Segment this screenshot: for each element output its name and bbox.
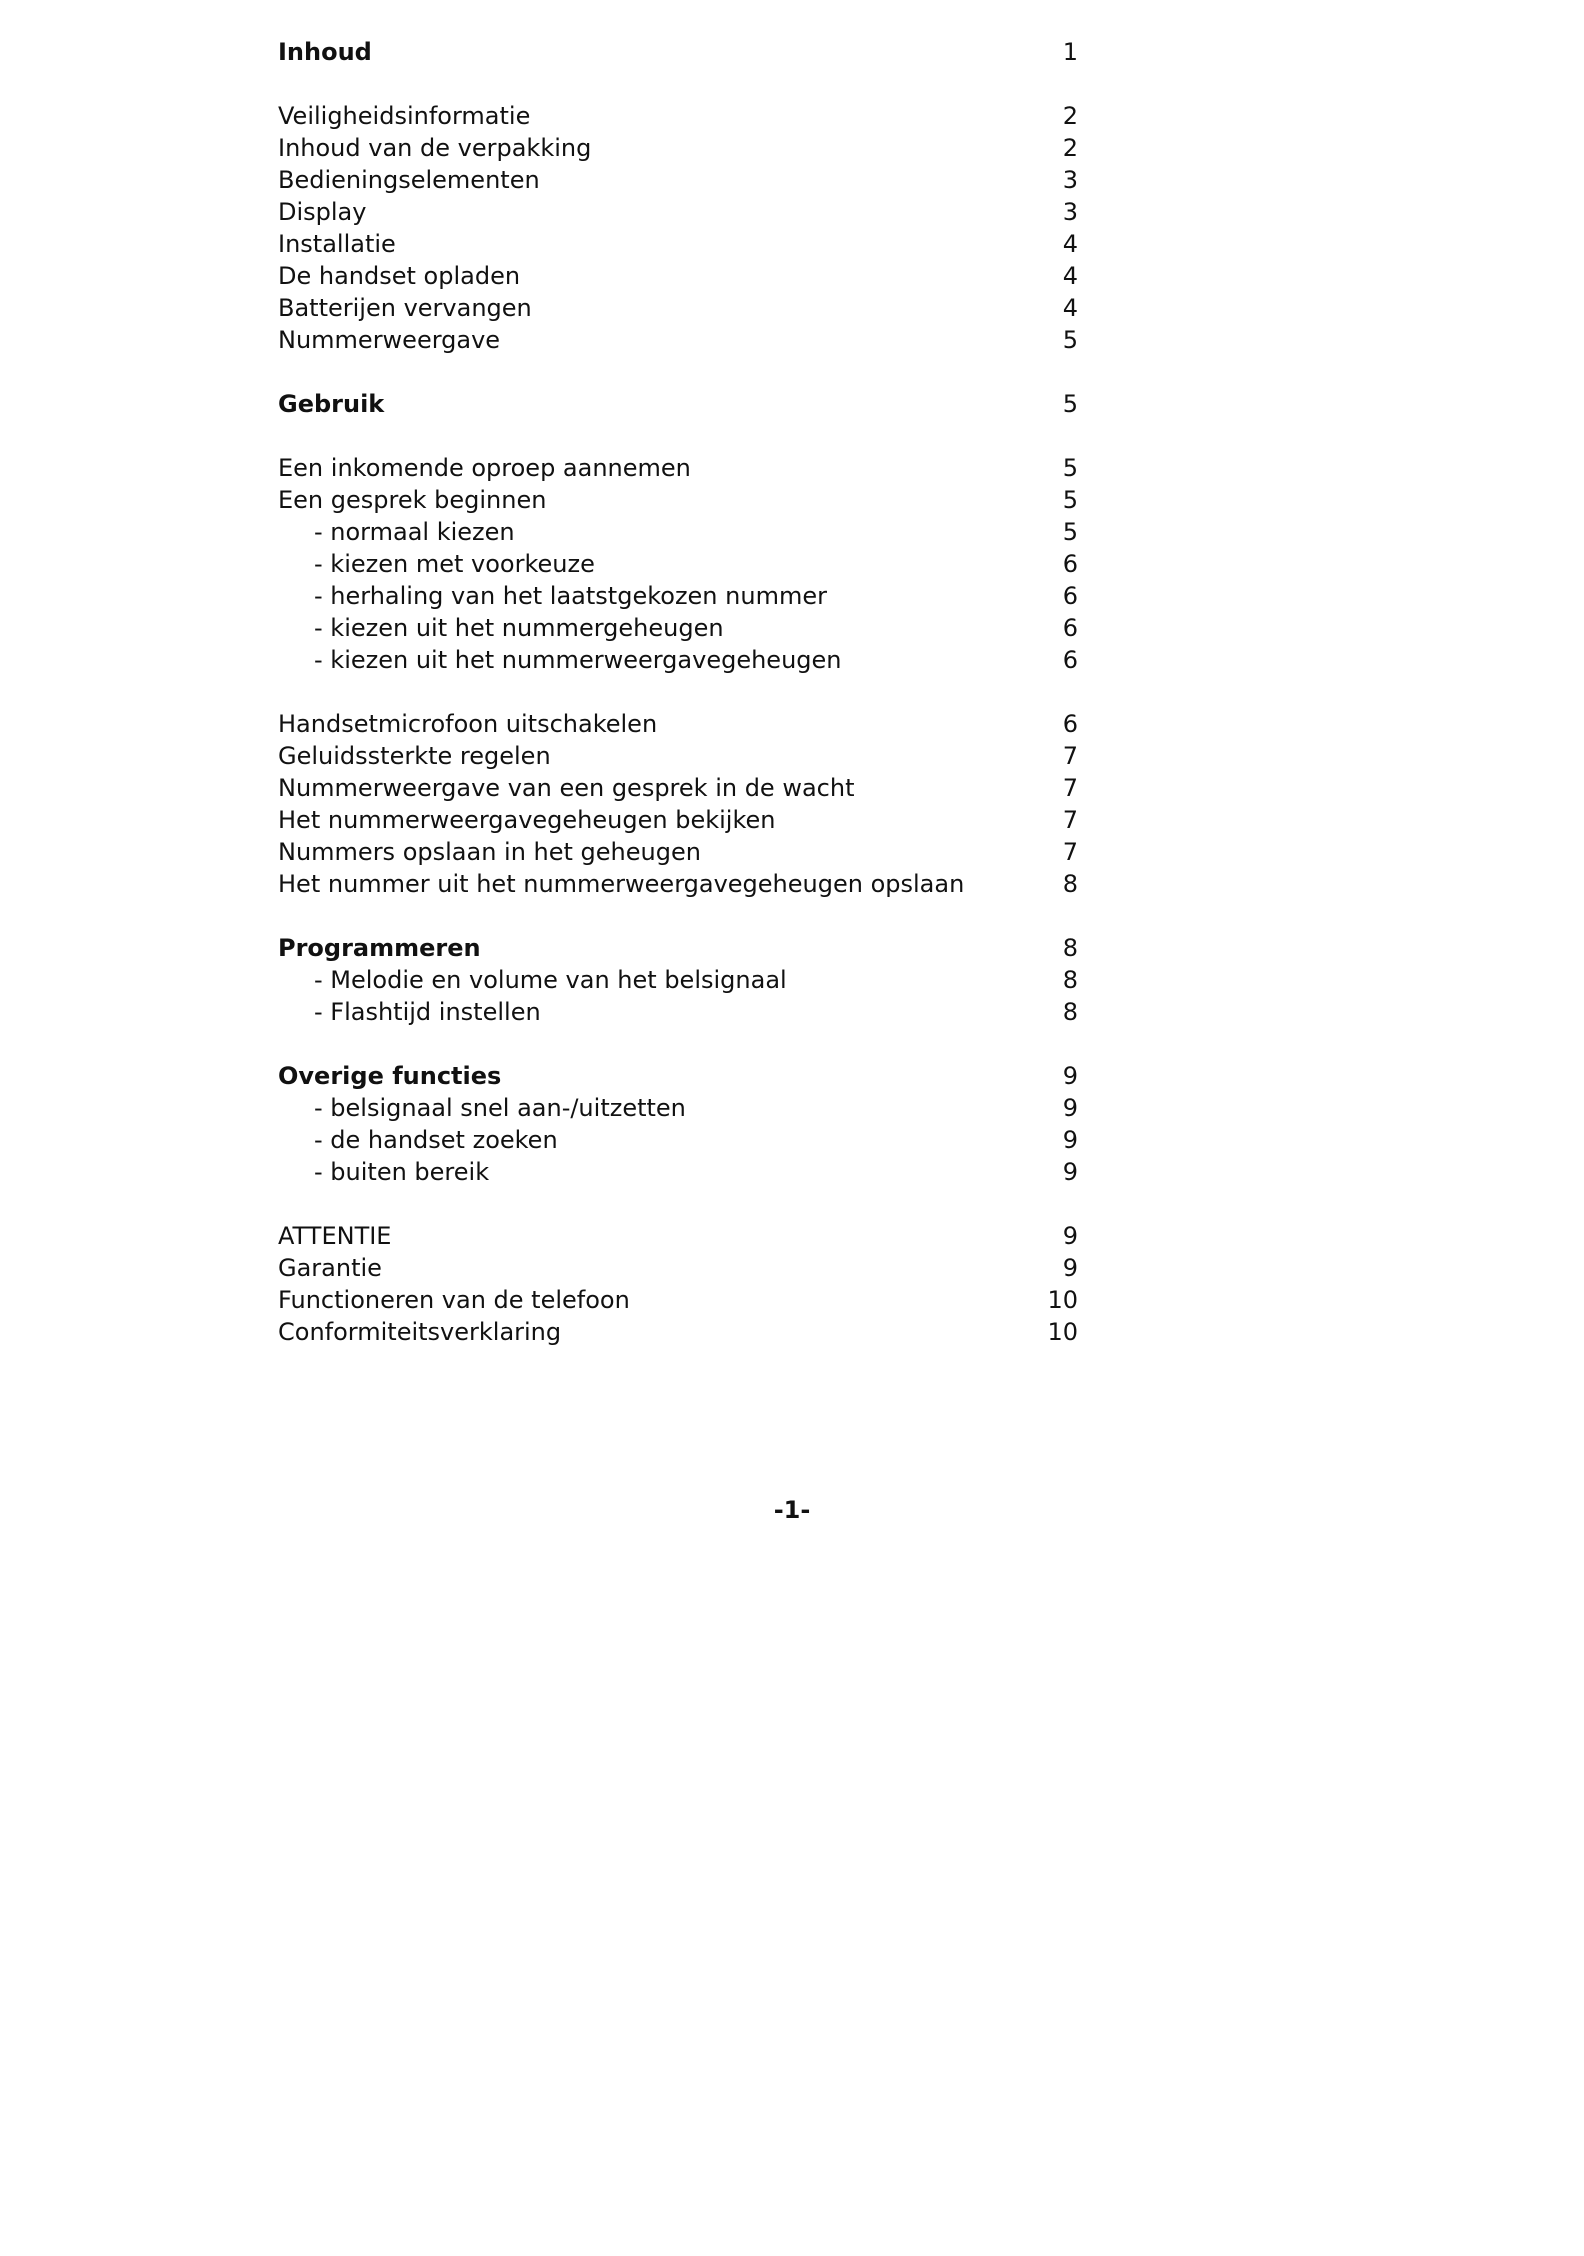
toc-subrow bbox=[278, 580, 1078, 612]
toc-label: Inhoud van de verpakking bbox=[278, 134, 592, 162]
toc-label: Display bbox=[278, 198, 367, 226]
toc-label: - Flashtijd instellen bbox=[314, 998, 541, 1026]
toc-subrow bbox=[278, 964, 1078, 996]
toc-row bbox=[278, 1284, 1078, 1316]
toc-label: Overige functies bbox=[278, 1062, 502, 1090]
toc-page: 6 bbox=[1062, 646, 1078, 674]
toc-page: 4 bbox=[1062, 230, 1078, 258]
toc-row bbox=[278, 1220, 1078, 1252]
toc-page: 7 bbox=[1062, 742, 1078, 770]
toc-label: ATTENTIE bbox=[278, 1222, 392, 1250]
toc-subrow bbox=[278, 612, 1078, 644]
toc-label: Conformiteitsverklaring bbox=[278, 1318, 562, 1346]
spacer bbox=[278, 420, 1078, 452]
toc-page: 1 bbox=[1062, 38, 1078, 66]
toc-row bbox=[278, 836, 1078, 868]
toc-row bbox=[278, 868, 1078, 900]
toc-label: Nummerweergave bbox=[278, 326, 501, 354]
toc-label: Het nummer uit het nummerweergavegeheugen opslaan bbox=[278, 870, 965, 898]
toc-page: 2 bbox=[1062, 102, 1078, 130]
toc-subrow bbox=[278, 1156, 1078, 1188]
toc-page: 9 bbox=[1062, 1126, 1078, 1154]
toc-row bbox=[278, 772, 1078, 804]
table-of-contents bbox=[278, 36, 1078, 1348]
toc-label: Het nummerweergavegeheugen bekijken bbox=[278, 806, 776, 834]
toc-row bbox=[278, 228, 1078, 260]
toc-page: 3 bbox=[1062, 166, 1078, 194]
toc-page: 8 bbox=[1062, 998, 1078, 1026]
toc-page: 10 bbox=[1047, 1318, 1078, 1346]
toc-row bbox=[278, 740, 1078, 772]
toc-label: - normaal kiezen bbox=[314, 518, 515, 546]
toc-label: De handset opladen bbox=[278, 262, 521, 290]
toc-page: 4 bbox=[1062, 262, 1078, 290]
toc-row bbox=[278, 484, 1078, 516]
toc-page: 6 bbox=[1062, 710, 1078, 738]
toc-row bbox=[278, 452, 1078, 484]
toc-label: Batterijen vervangen bbox=[278, 294, 532, 322]
toc-label: Een inkomende oproep aannemen bbox=[278, 454, 691, 482]
toc-label: - kiezen uit het nummergeheugen bbox=[314, 614, 724, 642]
toc-page: 5 bbox=[1062, 326, 1078, 354]
toc-subrow bbox=[278, 644, 1078, 676]
toc-label: - Melodie en volume van het belsignaal bbox=[314, 966, 787, 994]
spacer bbox=[278, 900, 1078, 932]
spacer bbox=[278, 676, 1078, 708]
toc-label: Inhoud bbox=[278, 38, 372, 66]
toc-row bbox=[278, 196, 1078, 228]
toc-label: - kiezen met voorkeuze bbox=[314, 550, 595, 578]
toc-label: Handsetmicrofoon uitschakelen bbox=[278, 710, 658, 738]
toc-page: 3 bbox=[1062, 198, 1078, 226]
toc-label: Geluidssterkte regelen bbox=[278, 742, 551, 770]
toc-row bbox=[278, 708, 1078, 740]
spacer bbox=[278, 356, 1078, 388]
toc-label: - de handset zoeken bbox=[314, 1126, 558, 1154]
toc-page: 9 bbox=[1062, 1158, 1078, 1186]
toc-page: 8 bbox=[1062, 934, 1078, 962]
toc-label: - herhaling van het laatstgekozen nummer bbox=[314, 582, 827, 610]
toc-row bbox=[278, 260, 1078, 292]
toc-heading-programmeren bbox=[278, 932, 1078, 964]
toc-subrow bbox=[278, 996, 1078, 1028]
toc-row bbox=[278, 292, 1078, 324]
toc-page: 5 bbox=[1062, 486, 1078, 514]
spacer bbox=[278, 1028, 1078, 1060]
spacer bbox=[278, 1188, 1078, 1220]
toc-label: Programmeren bbox=[278, 934, 481, 962]
spacer bbox=[278, 68, 1078, 100]
toc-page: 5 bbox=[1062, 518, 1078, 546]
toc-label: Een gesprek beginnen bbox=[278, 486, 547, 514]
toc-row bbox=[278, 164, 1078, 196]
toc-label: Installatie bbox=[278, 230, 396, 258]
toc-page: 4 bbox=[1062, 294, 1078, 322]
toc-heading-overige-functies bbox=[278, 1060, 1078, 1092]
toc-page: 7 bbox=[1062, 838, 1078, 866]
toc-label: Veiligheidsinformatie bbox=[278, 102, 531, 130]
toc-label: - buiten bereik bbox=[314, 1158, 490, 1186]
toc-row bbox=[278, 1316, 1078, 1348]
toc-subrow bbox=[278, 1092, 1078, 1124]
toc-heading-inhoud bbox=[278, 36, 1078, 68]
toc-row bbox=[278, 100, 1078, 132]
toc-page: 10 bbox=[1047, 1286, 1078, 1314]
toc-label: - kiezen uit het nummerweergavegeheugen bbox=[314, 646, 842, 674]
toc-subrow bbox=[278, 516, 1078, 548]
toc-page: 8 bbox=[1062, 870, 1078, 898]
toc-label: Nummers opslaan in het geheugen bbox=[278, 838, 701, 866]
toc-label: Nummerweergave van een gesprek in de wacht bbox=[278, 774, 855, 802]
toc-page: 9 bbox=[1062, 1254, 1078, 1282]
toc-page: 9 bbox=[1062, 1062, 1078, 1090]
toc-row bbox=[278, 1252, 1078, 1284]
page-number: -1- bbox=[773, 1496, 811, 1524]
toc-page: 7 bbox=[1062, 806, 1078, 834]
toc-heading-gebruik bbox=[278, 388, 1078, 420]
toc-page: 8 bbox=[1062, 966, 1078, 994]
toc-page: 6 bbox=[1062, 614, 1078, 642]
toc-label: Garantie bbox=[278, 1254, 382, 1282]
toc-label: Functioneren van de telefoon bbox=[278, 1286, 630, 1314]
toc-page: 5 bbox=[1062, 454, 1078, 482]
toc-page: 6 bbox=[1062, 550, 1078, 578]
toc-subrow bbox=[278, 1124, 1078, 1156]
toc-page: 9 bbox=[1062, 1222, 1078, 1250]
toc-row bbox=[278, 324, 1078, 356]
toc-subrow bbox=[278, 548, 1078, 580]
toc-page: 5 bbox=[1062, 390, 1078, 418]
toc-label: Gebruik bbox=[278, 390, 385, 418]
toc-row bbox=[278, 804, 1078, 836]
toc-row bbox=[278, 132, 1078, 164]
toc-page: 6 bbox=[1062, 582, 1078, 610]
toc-page: 9 bbox=[1062, 1094, 1078, 1122]
toc-page: 7 bbox=[1062, 774, 1078, 802]
toc-page: 2 bbox=[1062, 134, 1078, 162]
toc-label: Bedieningselementen bbox=[278, 166, 540, 194]
toc-label: - belsignaal snel aan-/uitzetten bbox=[314, 1094, 686, 1122]
